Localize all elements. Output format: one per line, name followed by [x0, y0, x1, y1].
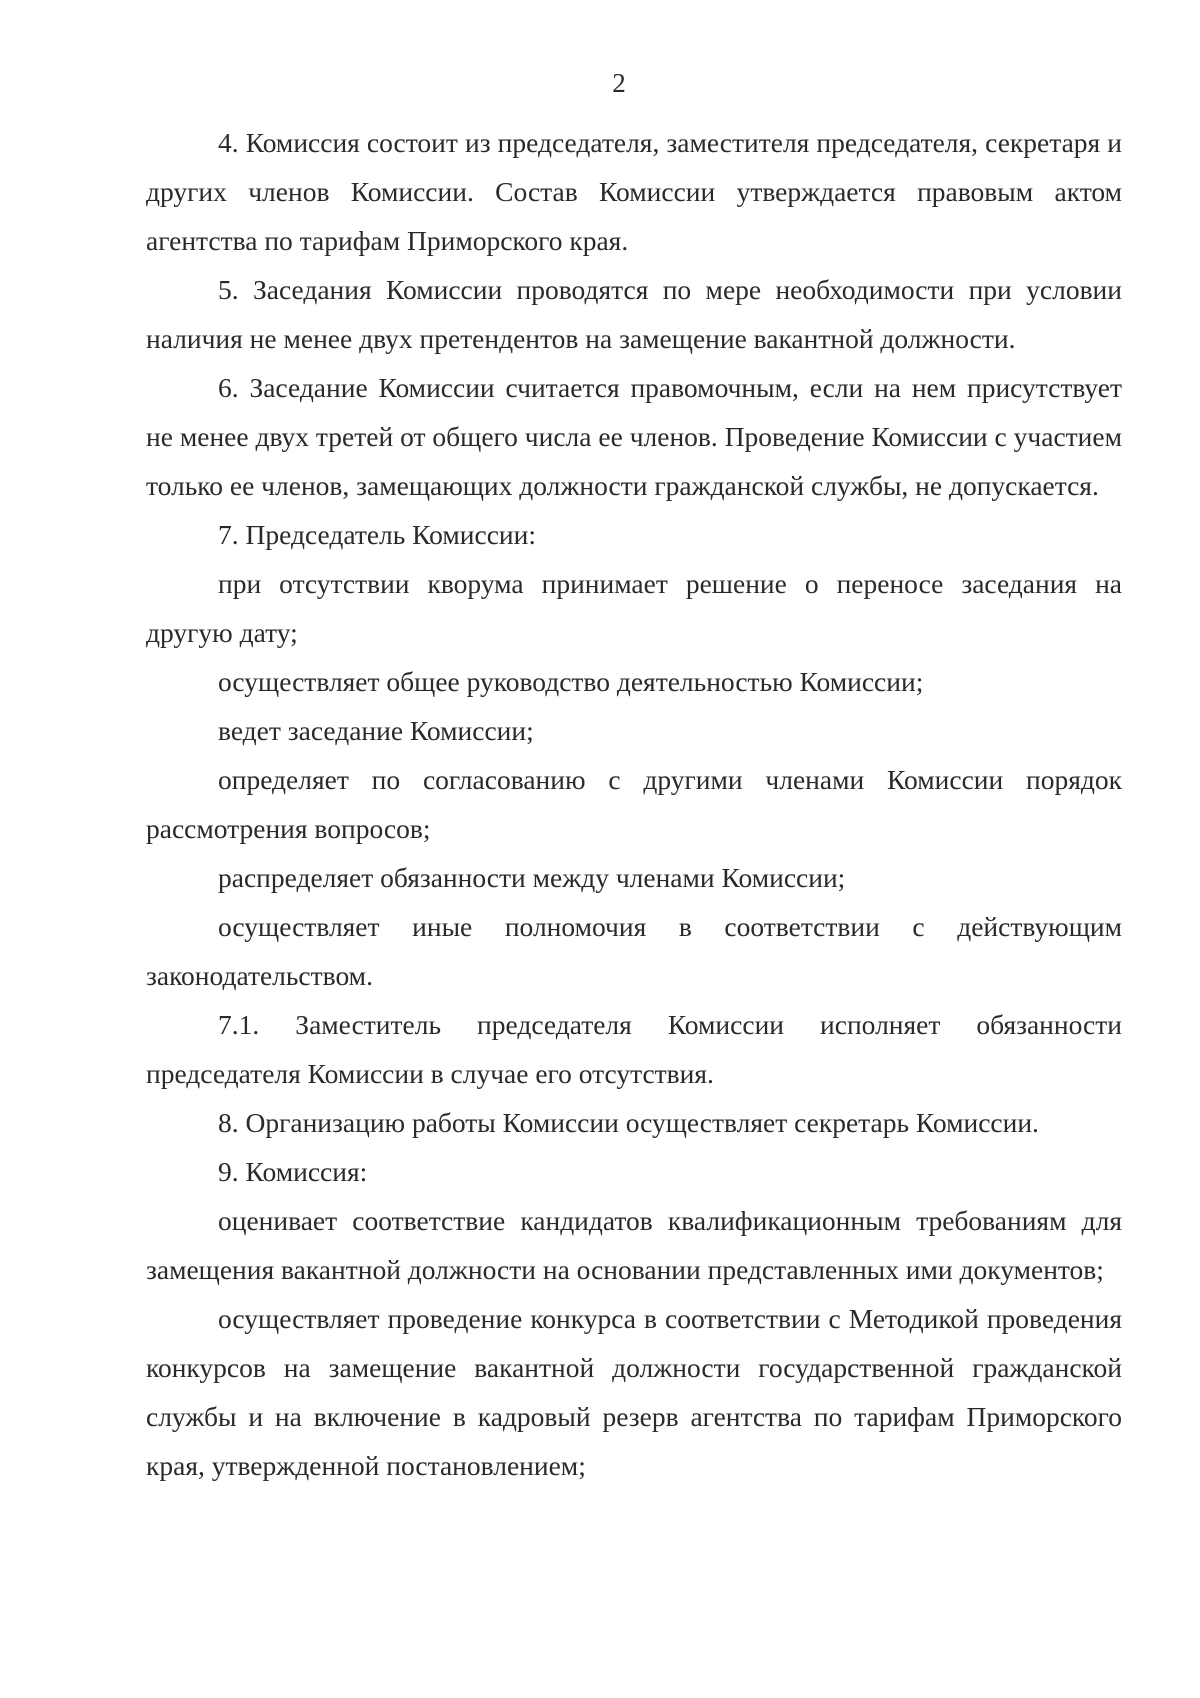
chairman-duty-conducts-meeting: ведет заседание Комиссии; — [218, 715, 534, 746]
paragraph-8-secretary: 8. Организацию работы Комиссии осуществляет секретарь Комиссии. — [218, 1107, 1039, 1138]
paragraph-9-commission-heading: 9. Комиссия: — [218, 1156, 368, 1187]
commission-duty-assesses-candidates: оценивает соответствие кандидатов квалификационным требованиям для замещения вакантной должности на основании представленных ими документов; — [146, 1205, 1122, 1285]
paragraph-7-chairman-heading: 7. Председатель Комиссии: — [218, 519, 536, 550]
paragraph-6-quorum: 6. Заседание Комиссии считается правомочным, если на нем присутствует не менее двух третей от общего числа ее членов. Проведение Комиссии с участием только ее членов, замещающих должности гражданской службы, не допускается. — [146, 372, 1122, 501]
chairman-duty-no-quorum: при отсутствии кворума принимает решение о переносе заседания на другую дату; — [146, 568, 1122, 648]
chairman-duty-other-powers: осуществляет иные полномочия в соответствии с действующим законодательством. — [146, 911, 1122, 991]
paragraph-7-1-deputy: 7.1. Заместитель председателя Комиссии исполняет обязанности председателя Комиссии в случае его отсутствия. — [146, 1009, 1122, 1089]
chairman-duty-general-management: осуществляет общее руководство деятельностью Комиссии; — [218, 666, 924, 697]
paragraph-5-meetings: 5. Заседания Комиссии проводятся по мере необходимости при условии наличия не менее двух претендентов на замещение вакантной должности. — [146, 274, 1122, 354]
chairman-duty-distributes-duties: распределяет обязанности между членами Комиссии; — [218, 862, 846, 893]
chairman-duty-order-of-questions: определяет по согласованию с другими членами Комиссии порядок рассмотрения вопросов; — [146, 764, 1122, 844]
document-body — [146, 118, 1122, 1490]
commission-duty-conducts-contest: осуществляет проведение конкурса в соответствии с Методикой проведения конкурсов на замещение вакантной должности государственной гражданской службы и на включение в кадровый резерв агентства по тарифам Приморского края, утвержденной постановлением; — [146, 1303, 1122, 1481]
paragraph-4-composition: 4. Комиссия состоит из председателя, заместителя председателя, секретаря и других членов Комиссии. Состав Комиссии утверждается правовым актом агентства по тарифам Приморского края. — [146, 127, 1122, 256]
page-number: 2 — [612, 68, 626, 98]
